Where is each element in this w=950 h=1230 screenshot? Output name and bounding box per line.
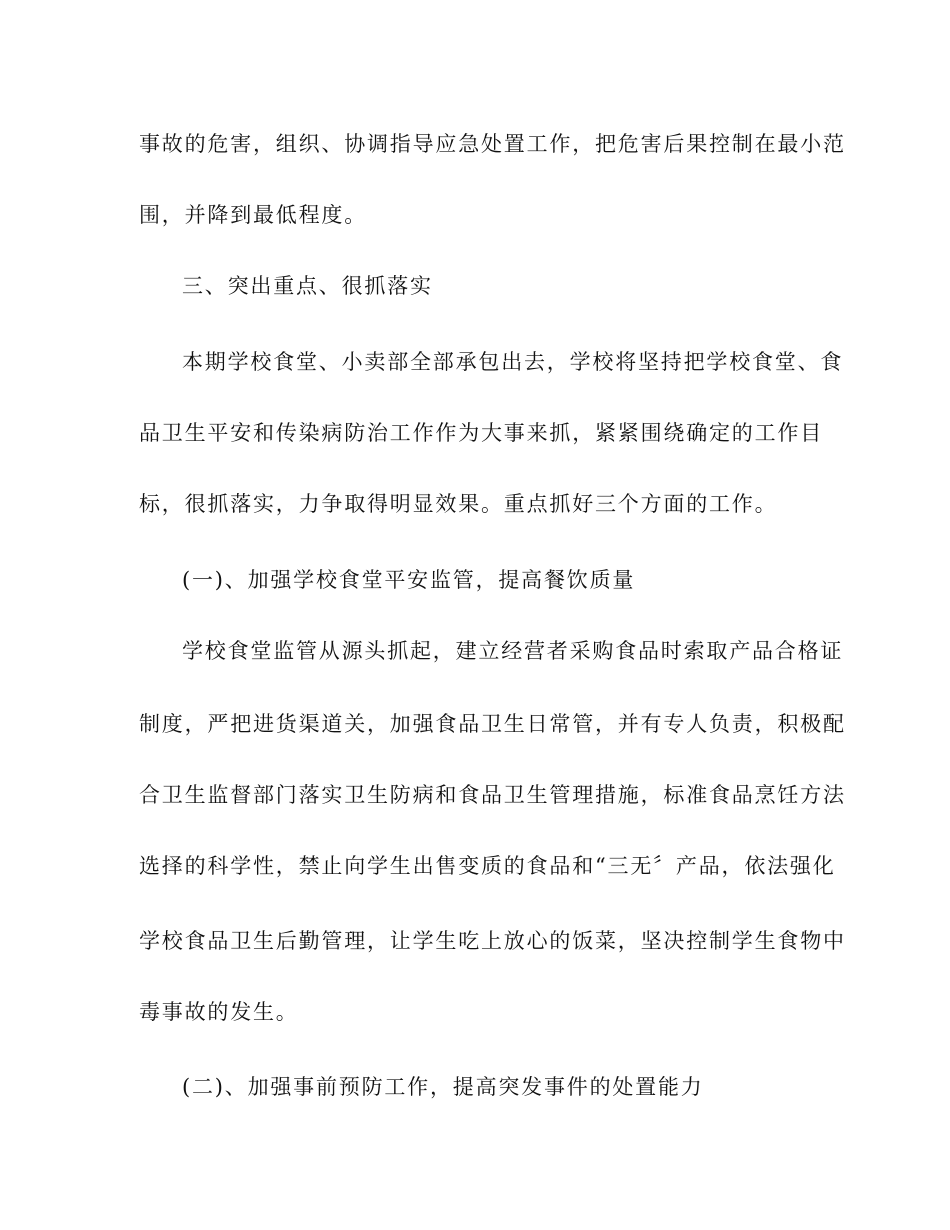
paragraph-line: 学校食品卫生后勤管理，让学生吃上放心的饭菜，坚决控制学生食物中: [139, 929, 846, 953]
paragraph-line: 品卫生平安和传染病防治工作作为大事来抓，紧紧围绕确定的工作目: [139, 421, 823, 445]
subsection-heading: (二)、加强事前预防工作，提高突发事件的处置能力: [182, 1075, 704, 1099]
paragraph-line: 事故的危害，组织、协调指导应急处置工作，把危害后果控制在最小范: [139, 132, 846, 156]
paragraph-line: 合卫生监督部门落实卫生防病和食品卫生管理措施，标准食品烹饪方法: [139, 783, 846, 807]
paragraph-line: 制度，严把进货渠道关，加强食品卫生日常管，并有专人负责，积极配: [139, 712, 846, 736]
subsection-heading: (一)、加强学校食堂平安监管，提高餐饮质量: [182, 568, 636, 592]
paragraph-line: 标，很抓落实，力争取得明显效果。重点抓好三个方面的工作。: [139, 492, 778, 516]
section-heading: 三、突出重点、很抓落实: [182, 274, 433, 298]
paragraph-line: 学校食堂监管从源头抓起，建立经营者采购食品时索取产品合格证: [182, 639, 844, 663]
paragraph-line: 本期学校食堂、小卖部全部承包出去，学校将坚持把学校食堂、食: [182, 350, 844, 374]
paragraph-line: 选择的科学性，禁止向学生出售变质的食品和“三无〞产品，依法强化: [139, 854, 836, 878]
paragraph-line: 毒事故的发生。: [139, 1000, 299, 1024]
paragraph-line: 围，并降到最低程度。: [139, 203, 367, 227]
